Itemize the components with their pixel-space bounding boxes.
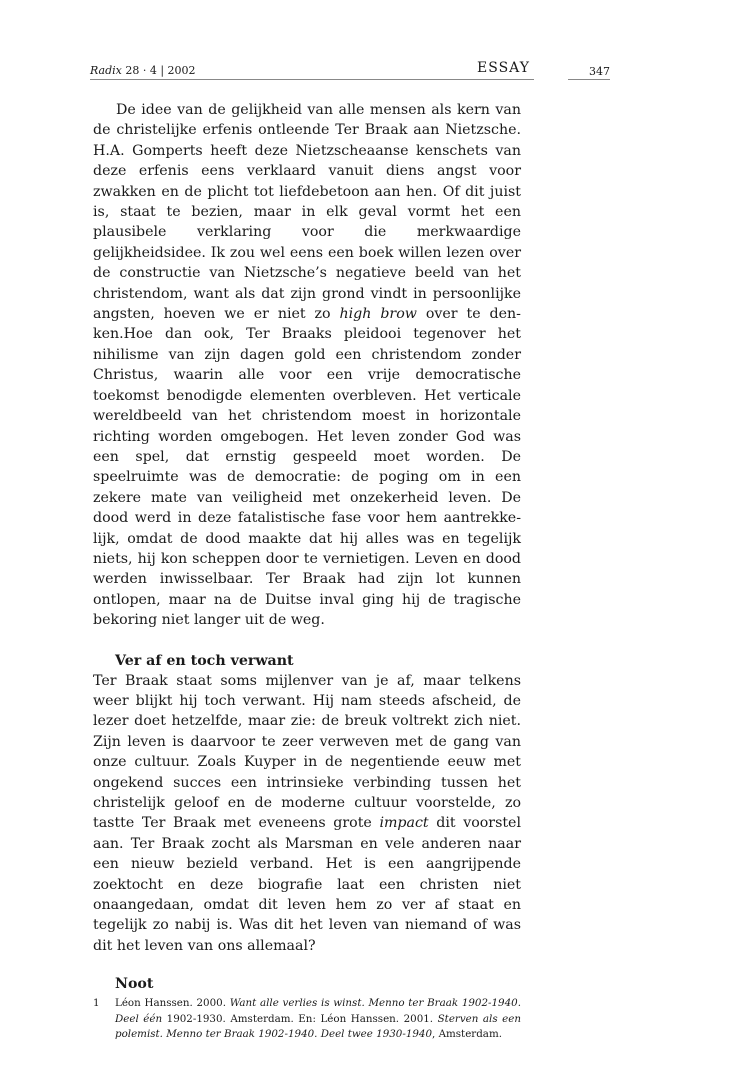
footnote-number: 1 <box>93 997 100 1010</box>
article-body <box>93 100 521 1043</box>
footnote-title-2: Sterven als een polemist. Menno ter Braak 1902-1940. Deel twee 1930-1940 <box>115 1012 521 1041</box>
section-heading: Ver af en toch verwant <box>115 652 294 669</box>
paragraph-1-text-b: over te denken.Hoe dan ook, Ter Braaks pleidooi tegenover het nihilisme van zijn dagen gold een christendom zonder Christus, waarin alle voor een vrije democratische toekomst benodigde elementen overbleven. Het verticale wereldbeeld van het christendom moest in horizontale richting worden omgebogen. Het leven zonder God was een spel, dat ernstig gespeeld moet worden. De speelruimte was de democratie: de poging om in een zekere mate van veiligheid met onzekerheid leven. De dood werd in deze fatalistische fase voor hem aantrekkelijk, omdat de dood maakte dat hij alles was en tegelijk niets, hij kon scheppen door te vernietigen. Leven en dood werden inwisselbaar. Ter Braak had zijn lot kunnen ontlopen, maar na de Duitse inval ging hij de tragische bekoring niet langer uit de weg. <box>93 306 521 629</box>
footnote-title-1: Want alle verlies is winst. Menno ter Braak 1902-1940. Deel één <box>115 997 521 1025</box>
paragraph-2-italic: impact <box>379 815 429 832</box>
journal-name: Radix <box>90 64 122 77</box>
section-label: ESSAY <box>477 60 530 76</box>
notes-heading: Noot <box>115 976 154 993</box>
paragraph-1 <box>93 100 521 631</box>
paragraph-1-text-a: De idee van de gelijkheid van alle mensen als kern van de christelijke erfenis ontleende Ter Braak aan Nietzsche. H.A. Gomperts heeft deze Nietzscheaanse kenschets van deze erfenis eens verklaard vanuit diens angst voor zwakken en de plicht tot liefdebetoon aan hen. Of dit juist is, staat te bezien, maar in elk geval vormt het een plausibele verklaring voor die merkwaardige gelijkheidsidee. Ik zou wel eens een boek willen lezen over de constructie van Nietzsche’s negatieve beeld van het christendom, want als dat zijn grond vindt in persoonlijke angsten, hoeven we er niet zo <box>93 102 521 323</box>
paragraph-2-text-a: Ter Braak staat soms mijlenver van je af, maar telkens weer blijkt hij toch verwant. Hij nam steeds afscheid, de lezer doet hetzelfde, maar zie: de breuk voltrekt zich niet. Zijn leven is daarvoor te zeer verweven met de gang van onze cultuur. Zoals Kuyper in de negentiende eeuw met ongekend succes een intrinsieke verbinding tussen het christelijk geloof en de moderne cultuur voorstelde, zo tastte Ter Braak met eveneens grote <box>93 672 521 832</box>
journal-issue: 28 · 4 | 2002 <box>125 64 196 77</box>
header-rule-page <box>568 79 610 80</box>
footnote-text-a: Léon Hanssen. 2000. <box>115 997 230 1010</box>
running-header <box>90 60 610 80</box>
paragraph-1-italic: high brow <box>339 306 417 323</box>
header-rule <box>90 79 534 80</box>
footnote-text-c: , Amsterdam. <box>432 1028 502 1041</box>
footnote-1 <box>93 996 521 1043</box>
paragraph-2-text-b: dit voorstel aan. Ter Braak zocht als Marsman en vele anderen naar een nieuw bezield verband. Het is een aangrijpende zoektocht en deze biografie laat een christen niet onaangedaan, omdat dit leven hem zo ver af staat en tegelijk zo nabij is. Was dit het leven van niemand of was dit het leven van ons allemaal? <box>93 815 521 954</box>
page-number: 347 <box>589 65 610 78</box>
footnote-text-b: 1902-1930. Amsterdam. En: Léon Hanssen. 2001. <box>162 1012 438 1025</box>
paragraph-2 <box>93 671 521 957</box>
journal-citation <box>90 64 196 77</box>
